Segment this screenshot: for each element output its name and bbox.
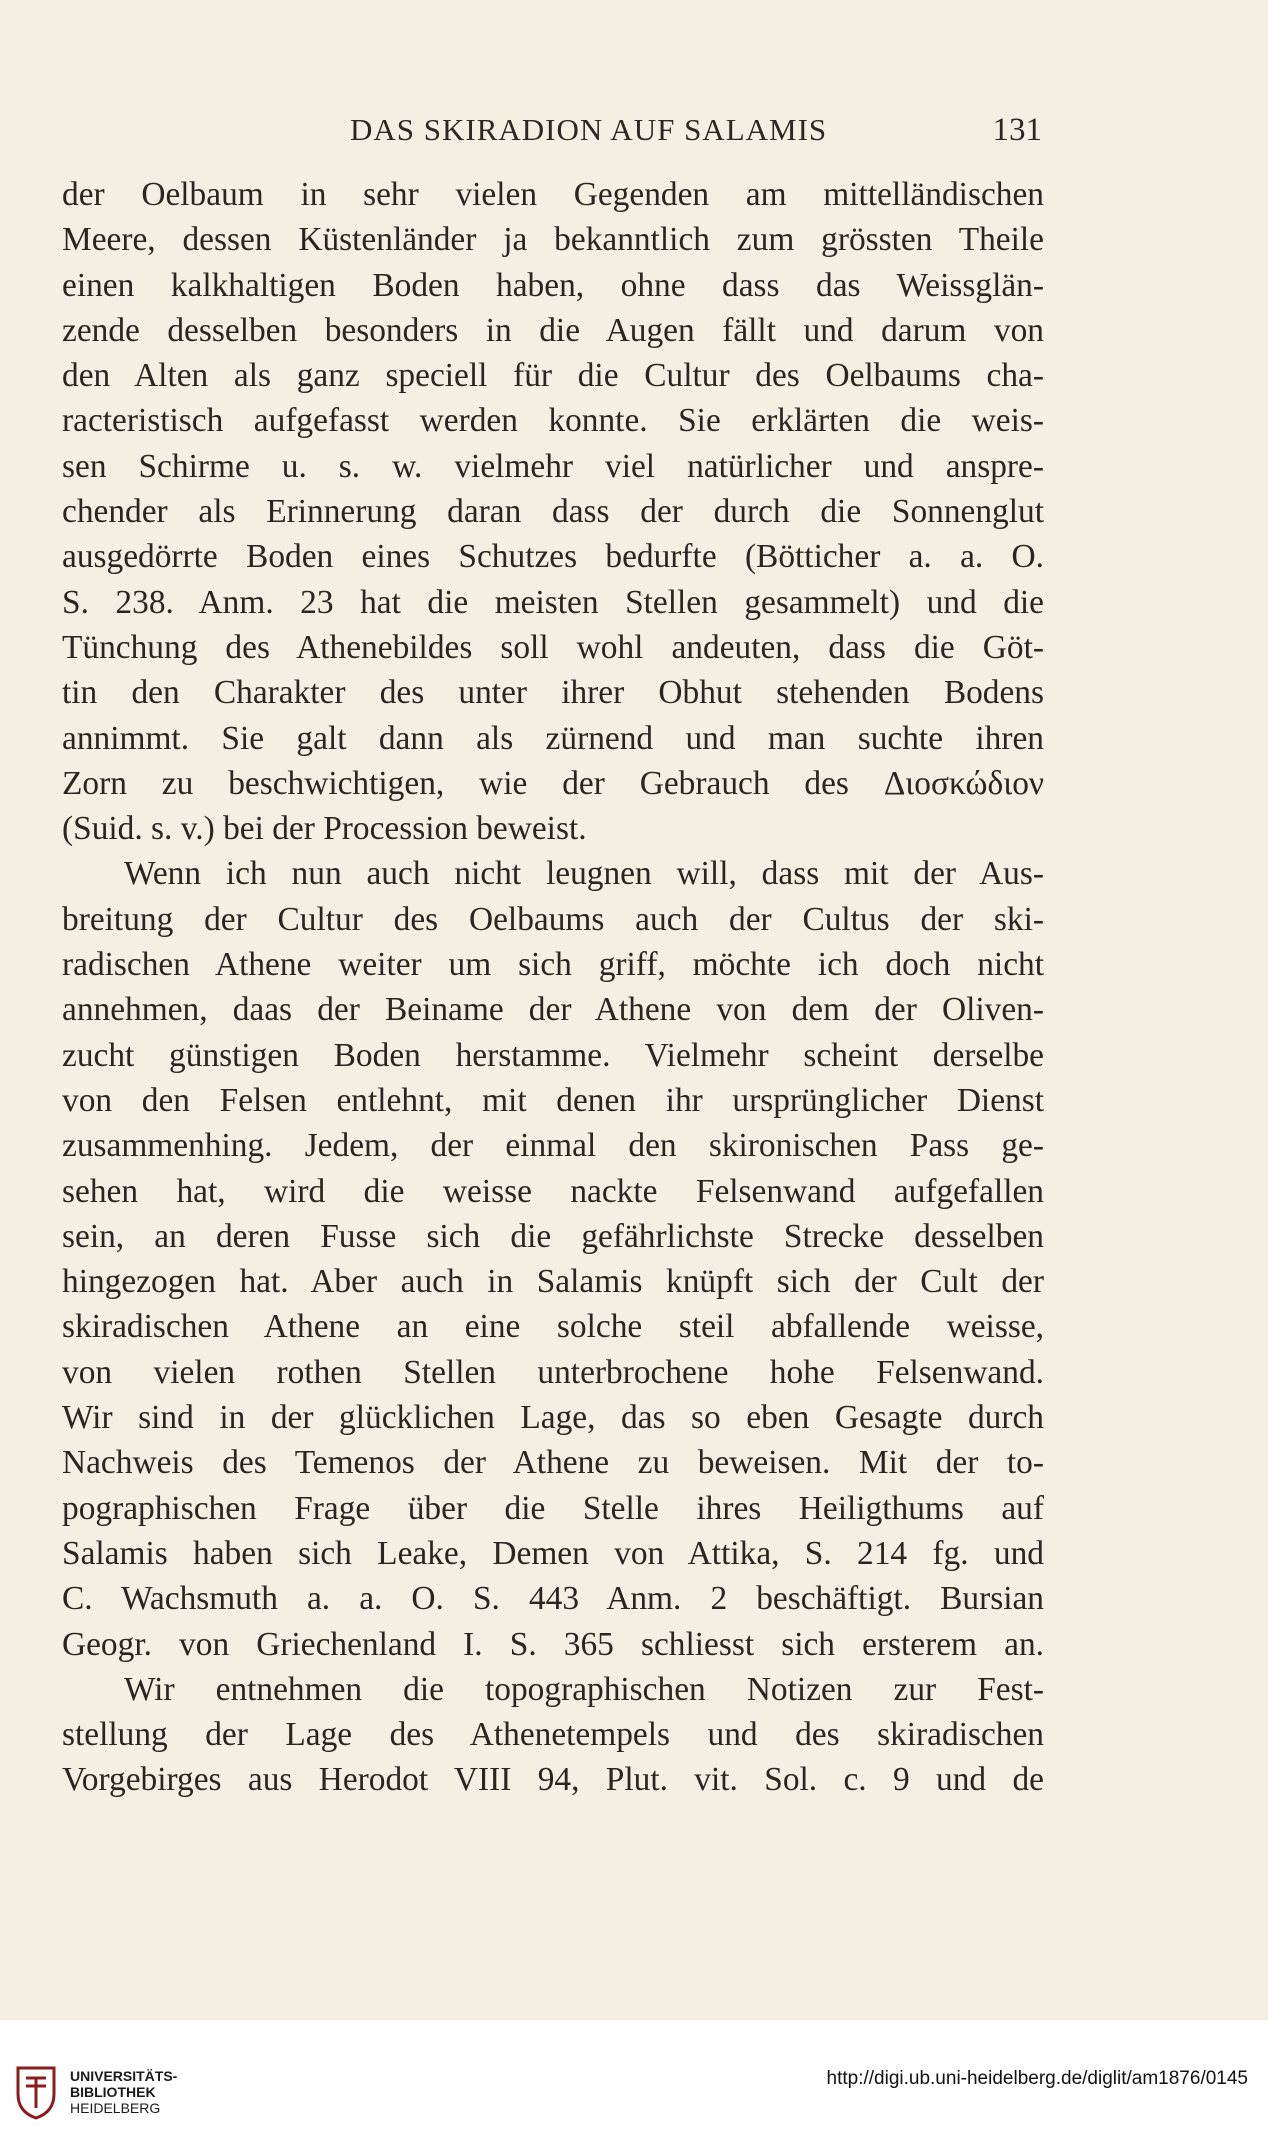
text-line: Wir entnehmen die topographischen Notizen zur Fest- <box>124 1670 1044 1708</box>
text-line: hingezogen hat. Aber auch in Salamis knüpft sich der Cult der <box>62 1263 1044 1301</box>
running-title: DAS SKIRADION AUF SALAMIS <box>350 112 828 147</box>
text-line: Vorgebirges aus Herodot VIII 94, Plut. vit. Sol. c. 9 und de <box>62 1761 1044 1799</box>
text-line: ausgedörrte Boden eines Schutzes bedurfte (Bötticher a. a. O. <box>62 538 1044 576</box>
body-text <box>62 172 1044 1803</box>
text-line: annimmt. Sie galt dann als zürnend und man suchte ihren <box>62 719 1044 757</box>
text-line: (Suid. s. v.) bei der Procession beweist. <box>62 810 587 848</box>
text-line: zucht günstigen Boden herstamme. Vielmehr scheint derselbe <box>62 1036 1044 1074</box>
text-line: sehen hat, wird die weisse nackte Felsenwand aufgefallen <box>62 1172 1044 1210</box>
text-line: zusammenhing. Jedem, der einmal den skironischen Pass ge- <box>62 1127 1044 1165</box>
text-line: sein, an deren Fusse sich die gefährlichste Strecke desselben <box>62 1217 1044 1255</box>
library-line: HEIDELBERG <box>70 2100 161 2116</box>
page-number: 131 <box>992 112 1042 148</box>
text-line: Wir sind in der glücklichen Lage, das so eben Gesagte durch <box>62 1399 1044 1437</box>
text-line: Nachweis des Temenos der Athene zu beweisen. Mit der to- <box>62 1444 1044 1482</box>
text-line: Meere, dessen Küstenländer ja bekanntlich zum grössten Theile <box>62 221 1044 259</box>
viewer-footer <box>0 2020 1268 2137</box>
text-line: zende desselben besonders in die Augen fällt und darum von <box>62 311 1044 349</box>
text-line: radischen Athene weiter um sich griff, möchte ich doch nicht <box>62 946 1044 984</box>
library-line: BIBLIOTHEK <box>70 2084 156 2100</box>
library-line: UNIVERSITÄTS- <box>70 2068 178 2084</box>
text-line: Salamis haben sich Leake, Demen von Attika, S. 214 fg. und <box>62 1534 1044 1572</box>
university-seal-icon <box>14 2064 58 2120</box>
text-line: chender als Erinnerung daran dass der durch die Sonnenglut <box>62 493 1044 531</box>
text-line: den Alten als ganz speciell für die Cultur des Oelbaums cha- <box>62 357 1044 395</box>
text-line: racteristisch aufgefasst werden konnte. Sie erklärten die weis- <box>62 402 1044 440</box>
text-line: sen Schirme u. s. w. vielmehr viel natürlicher und anspre- <box>62 447 1044 485</box>
text-line: tin den Charakter des unter ihrer Obhut stehenden Bodens <box>62 674 1044 712</box>
source-url-link[interactable]: http://digi.ub.uni-heidelberg.de/diglit/am1876/0145 <box>826 2068 1248 2089</box>
text-line: Wenn ich nun auch nicht leugnen will, dass mit der Aus- <box>124 855 1044 893</box>
text-line: von den Felsen entlehnt, mit denen ihr ursprünglicher Dienst <box>62 1081 1044 1119</box>
text-line: Tünchung des Athenebildes soll wohl andeuten, dass die Göt- <box>62 628 1044 666</box>
text-line: einen kalkhaltigen Boden haben, ohne dass das Weissglän- <box>62 266 1044 304</box>
text-line: S. 238. Anm. 23 hat die meisten Stellen gesammelt) und die <box>62 583 1044 621</box>
text-line: C. Wachsmuth a. a. O. S. 443 Anm. 2 beschäftigt. Bursian <box>62 1580 1044 1618</box>
text-line: Zorn zu beschwichtigen, wie der Gebrauch des Διοσκώδιον <box>62 764 1044 802</box>
text-line: Geogr. von Griechenland I. S. 365 schliesst sich ersterem an. <box>62 1625 1044 1663</box>
text-line: annehmen, daas der Beiname der Athene von dem der Oliven- <box>62 991 1044 1029</box>
page-header <box>60 108 1050 158</box>
text-line: skiradischen Athene an eine solche steil abfallende weisse, <box>62 1308 1044 1346</box>
text-line: breitung der Cultur des Oelbaums auch der Cultus der ski- <box>62 900 1044 938</box>
text-line: stellung der Lage des Athenetempels und des skiradischen <box>62 1716 1044 1754</box>
library-name <box>70 2068 177 2116</box>
text-line: von vielen rothen Stellen unterbrochene hohe Felsenwand. <box>62 1353 1044 1391</box>
text-line: pographischen Frage über die Stelle ihres Heiligthums auf <box>62 1489 1044 1527</box>
text-line: der Oelbaum in sehr vielen Gegenden am mittelländischen <box>62 176 1044 213</box>
